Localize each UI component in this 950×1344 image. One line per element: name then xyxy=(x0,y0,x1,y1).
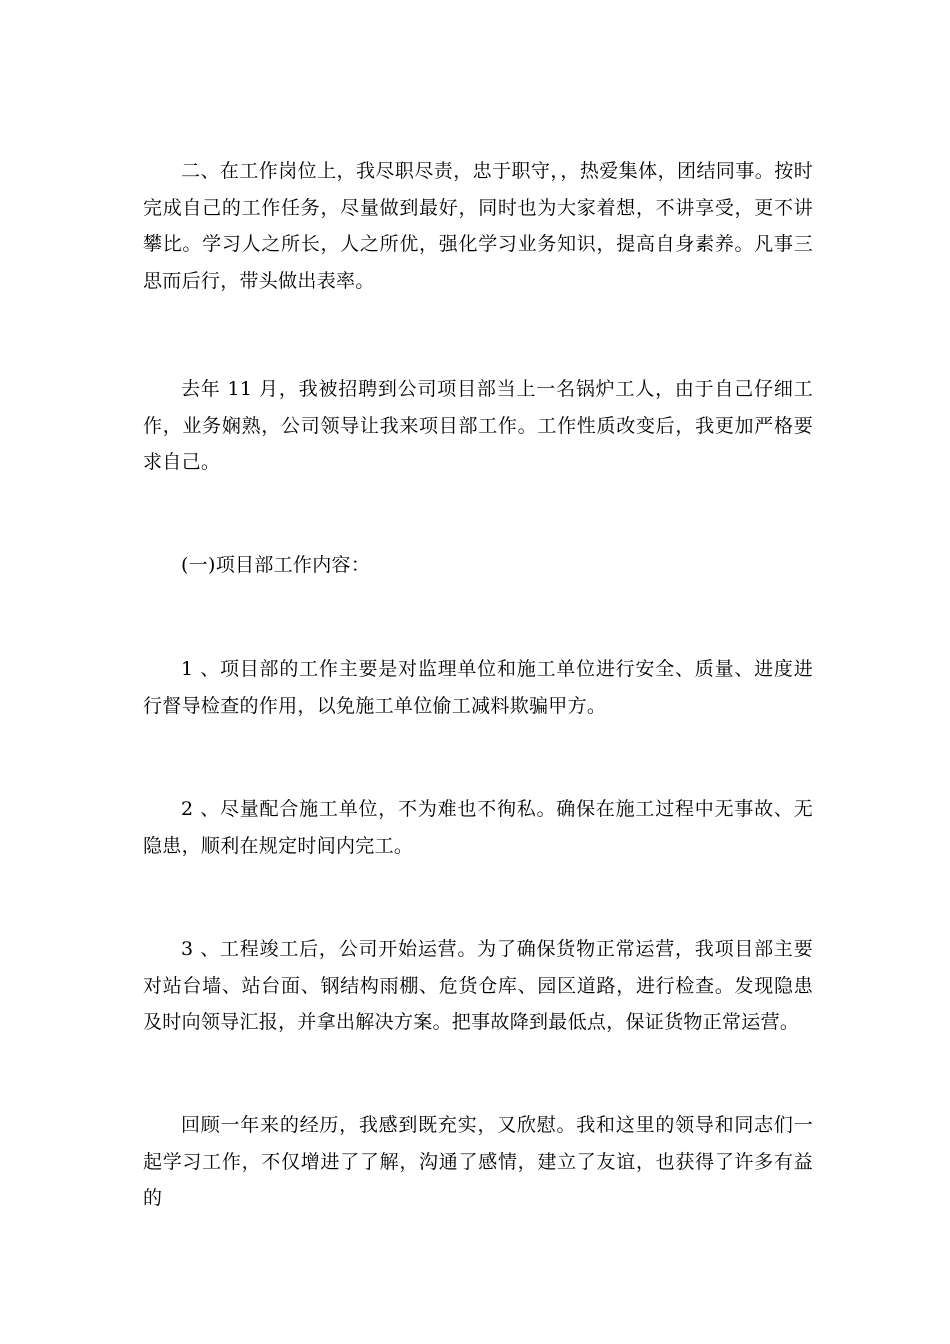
list-item-3: 3 、工程竣工后，公司开始运营。为了确保货物正常运营，我项目部主要对站台墙、站台面、钢结构雨棚、危货仓库、园区道路，进行检查。发现隐患及时向领导汇报，并拿出解决方案。把事故降到最低点，保证货物正常运营。 xyxy=(143,938,813,1033)
list-item-1: 1 、项目部的工作主要是对监理单位和施工单位进行安全、质量、进度进行督导检查的作用，以免施工单位偷工减料欺骗甲方。 xyxy=(143,658,813,717)
paragraph-review: 回顾一年来的经历，我感到既充实，又欣慰。我和这里的领导和同志们一起学习工作，不仅增进了了解，沟通了感情，建立了友谊，也获得了许多有益的 xyxy=(143,1114,813,1209)
paragraph-hiring: 去年 11 月，我被招聘到公司项目部当上一名锅炉工人，由于自己仔细工作，业务娴熟，公司领导让我来项目部工作。工作性质改变后，我更加严格要求自己。 xyxy=(143,378,813,473)
section-heading-project-work: (一)项目部工作内容： xyxy=(181,554,371,576)
paragraph-work-attitude: 二、在工作岗位上，我尽职尽责，忠于职守，，热爱集体，团结同事。按时完成自己的工作任务，尽量做到最好，同时也为大家着想，不讲享受，更不讲攀比。学习人之所长，人之所优，强化学习业务知识，提高自身素养。凡事三思而后行，带头做出表率。 xyxy=(143,160,813,292)
list-item-2: 2 、尽量配合施工单位，不为难也不徇私。确保在施工过程中无事故、无隐患，顺利在规定时间内完工。 xyxy=(143,798,813,857)
